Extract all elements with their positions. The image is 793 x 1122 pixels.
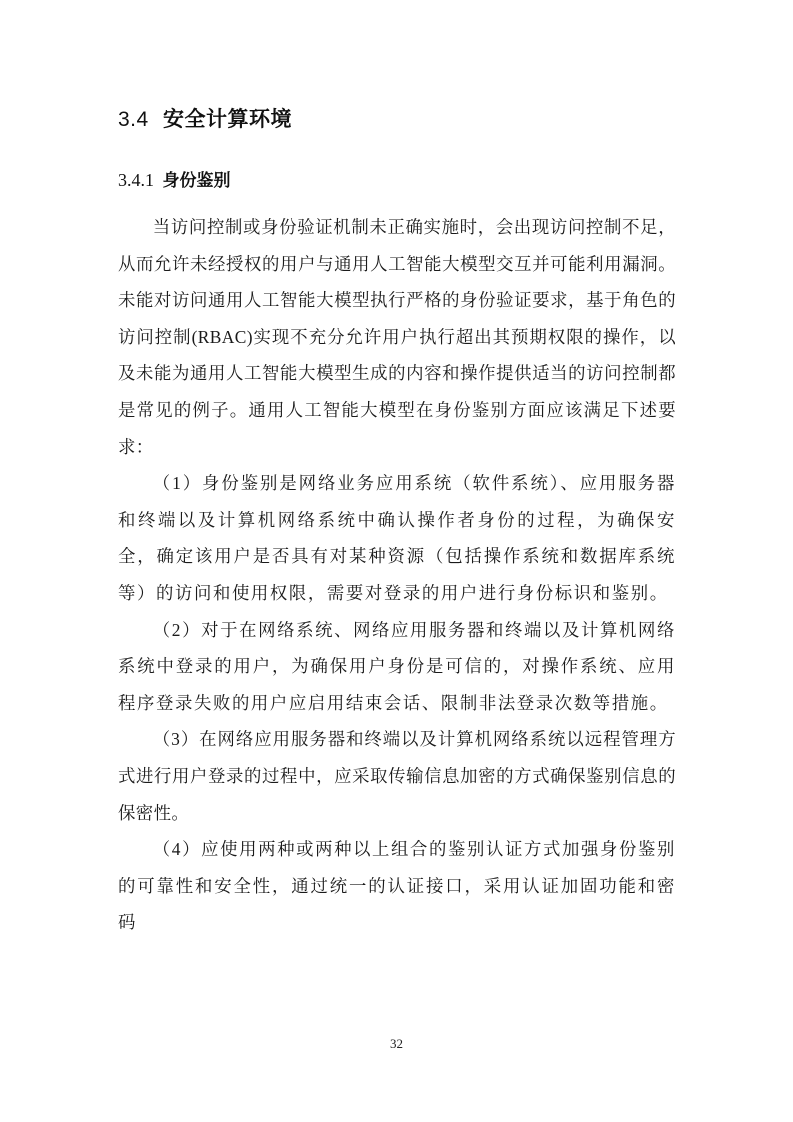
subsection-heading <box>118 166 231 191</box>
body-text <box>118 209 676 941</box>
paragraph-item-4: （4）应使用两种或两种以上组合的鉴别认证方式加强身份鉴别的可靠性和安全性，通过统一的认证接口，采用认证加固功能和密码 <box>118 839 676 933</box>
section-number: 3.4 <box>118 108 149 131</box>
paragraph-item-2: （2）对于在网络系统、网络应用服务器和终端以及计算机网络系统中登录的用户，为确保用户身份是可信的，对操作系统、应用程序登录失败的用户应启用结束会话、限制非法登录次数等措施。 <box>118 619 676 713</box>
section-title: 安全计算环境 <box>163 108 293 131</box>
paragraph-intro: 当访问控制或身份验证机制未正确实施时，会出现访问控制不足，从而允许未经授权的用户与通用人工智能大模型交互并可能利用漏洞。未能对访问通用人工智能大模型执行严格的身份验证要求，基于角色的访问控制(RBAC)实现不充分允许用户执行超出其预期权限的操作，以及未能为通用人工智能大模型生成的内容和操作提供适当的访问控制都是常见的例子。通用人工智能大模型在身份鉴别方面应该满足下述要求： <box>118 217 676 457</box>
paragraph-item-1: （1）身份鉴别是网络业务应用系统（软件系统）、应用服务器和终端以及计算机网络系统中确认操作者身份的过程，为确保安全，确定该用户是否具有对某种资源（包括操作系统和数据库系统等）的访问和使用权限，需要对登录的用户进行身份标识和鉴别。 <box>118 473 676 603</box>
section-heading <box>118 103 292 133</box>
subsection-number: 3.4.1 <box>118 170 154 190</box>
paragraph-item-3: （3）在网络应用服务器和终端以及计算机网络系统以远程管理方式进行用户登录的过程中，应采取传输信息加密的方式确保鉴别信息的保密性。 <box>118 729 676 823</box>
page-number: 32 <box>390 1036 403 1051</box>
subsection-title: 身份鉴别 <box>162 171 231 191</box>
